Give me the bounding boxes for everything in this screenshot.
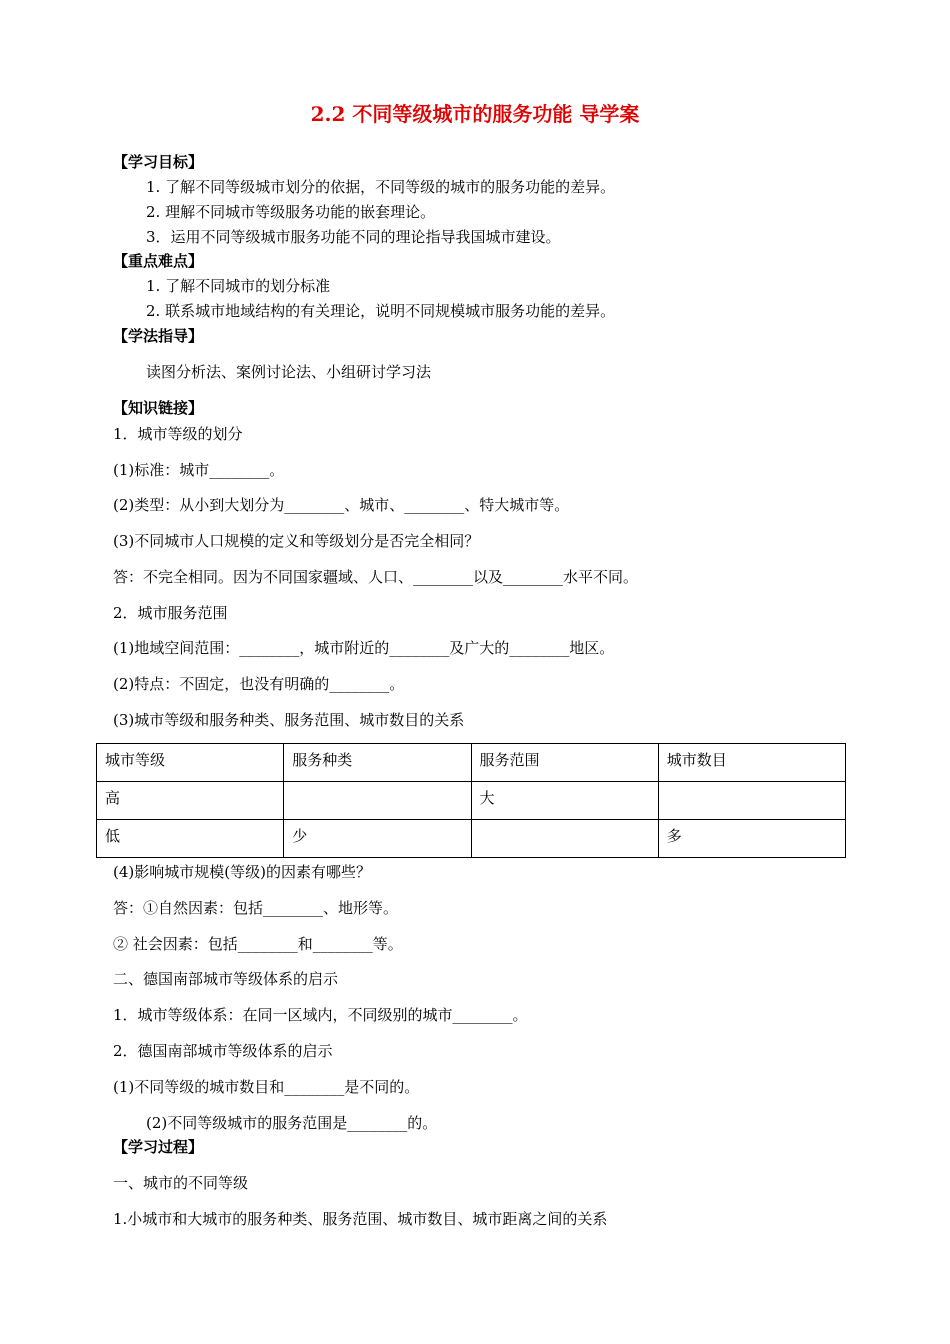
knowledge-line: 2．德国南部城市等级体系的启示: [113, 1042, 333, 1060]
key-points-heading: 【重点难点】: [113, 252, 204, 270]
table-row: [97, 820, 846, 858]
key-point-item: 1. 了解不同城市的划分标准: [146, 277, 331, 295]
knowledge-line: 答：①自然因素：包括________、地形等。: [113, 899, 399, 917]
table-row: [97, 782, 846, 820]
table-header-cell: 城市等级: [97, 744, 284, 782]
key-point-item: 2. 联系城市地域结构的有关理论，说明不同规模城市服务功能的差异。: [146, 302, 616, 320]
method-heading: 【学法指导】: [113, 327, 204, 345]
knowledge-line: (1)标准：城市________。: [113, 461, 285, 479]
method-text: 读图分析法、案例讨论法、小组研讨学习法: [146, 363, 432, 381]
objective-item: 2. 理解不同城市等级服务功能的嵌套理论。: [146, 203, 436, 221]
knowledge-line: (4)影响城市规模(等级)的因素有哪些？: [113, 863, 371, 881]
document-title: 2.2 不同等级城市的服务功能 导学案: [310, 102, 640, 126]
knowledge-line: 2．城市服务范围: [113, 604, 228, 622]
table-cell: 少: [284, 820, 471, 858]
knowledge-heading: 【知识链接】: [113, 399, 204, 417]
process-heading: 【学习过程】: [113, 1138, 204, 1156]
table-header-cell: 服务范围: [471, 744, 658, 782]
table-cell: 多: [658, 820, 845, 858]
knowledge-line: 答：不完全相同。因为不同国家疆域、人口、________以及________水平不同。: [113, 568, 639, 586]
table-cell: [284, 782, 471, 820]
objectives-heading: 【学习目标】: [113, 153, 204, 171]
process-line: 1.小城市和大城市的服务种类、服务范围、城市数目、城市距离之间的关系: [113, 1210, 608, 1228]
city-level-table: [96, 743, 846, 858]
knowledge-line: (3)城市等级和服务种类、服务范围、城市数目的关系: [113, 711, 465, 729]
table-header-cell: 城市数目: [658, 744, 845, 782]
table-cell: 大: [471, 782, 658, 820]
table-cell: [471, 820, 658, 858]
process-line: 一、城市的不同等级: [113, 1174, 249, 1192]
knowledge-line: 二、德国南部城市等级体系的启示: [113, 970, 339, 988]
table-header-cell: 服务种类: [284, 744, 471, 782]
knowledge-line: (1)地域空间范围：________，城市附近的________及广大的________地区。: [113, 639, 615, 657]
knowledge-line: (2)类型：从小到大划分为________、城市、________、特大城市等。: [113, 496, 570, 514]
knowledge-line: (3)不同城市人口规模的定义和等级划分是否完全相同？: [113, 532, 480, 550]
table-cell: 高: [97, 782, 284, 820]
table-cell: 低: [97, 820, 284, 858]
objective-item: 1. 了解不同等级城市划分的依据，不同等级的城市的服务功能的差异。: [146, 178, 616, 196]
knowledge-line: (2)不同等级城市的服务范围是________的。: [146, 1114, 438, 1132]
knowledge-line: (1)不同等级的城市数目和________是不同的。: [113, 1078, 420, 1096]
knowledge-line: 1．城市等级体系：在同一区域内，不同级别的城市________。: [113, 1006, 528, 1024]
objective-item: 3．运用不同等级城市服务功能不同的理论指导我国城市建设。: [146, 228, 561, 246]
knowledge-line: ② 社会因素：包括________和________等。: [113, 935, 403, 953]
knowledge-line: (2)特点：不固定，也没有明确的________。: [113, 675, 405, 693]
table-header-row: [97, 744, 846, 782]
table-cell: [658, 782, 845, 820]
knowledge-line: 1．城市等级的划分: [113, 425, 243, 443]
